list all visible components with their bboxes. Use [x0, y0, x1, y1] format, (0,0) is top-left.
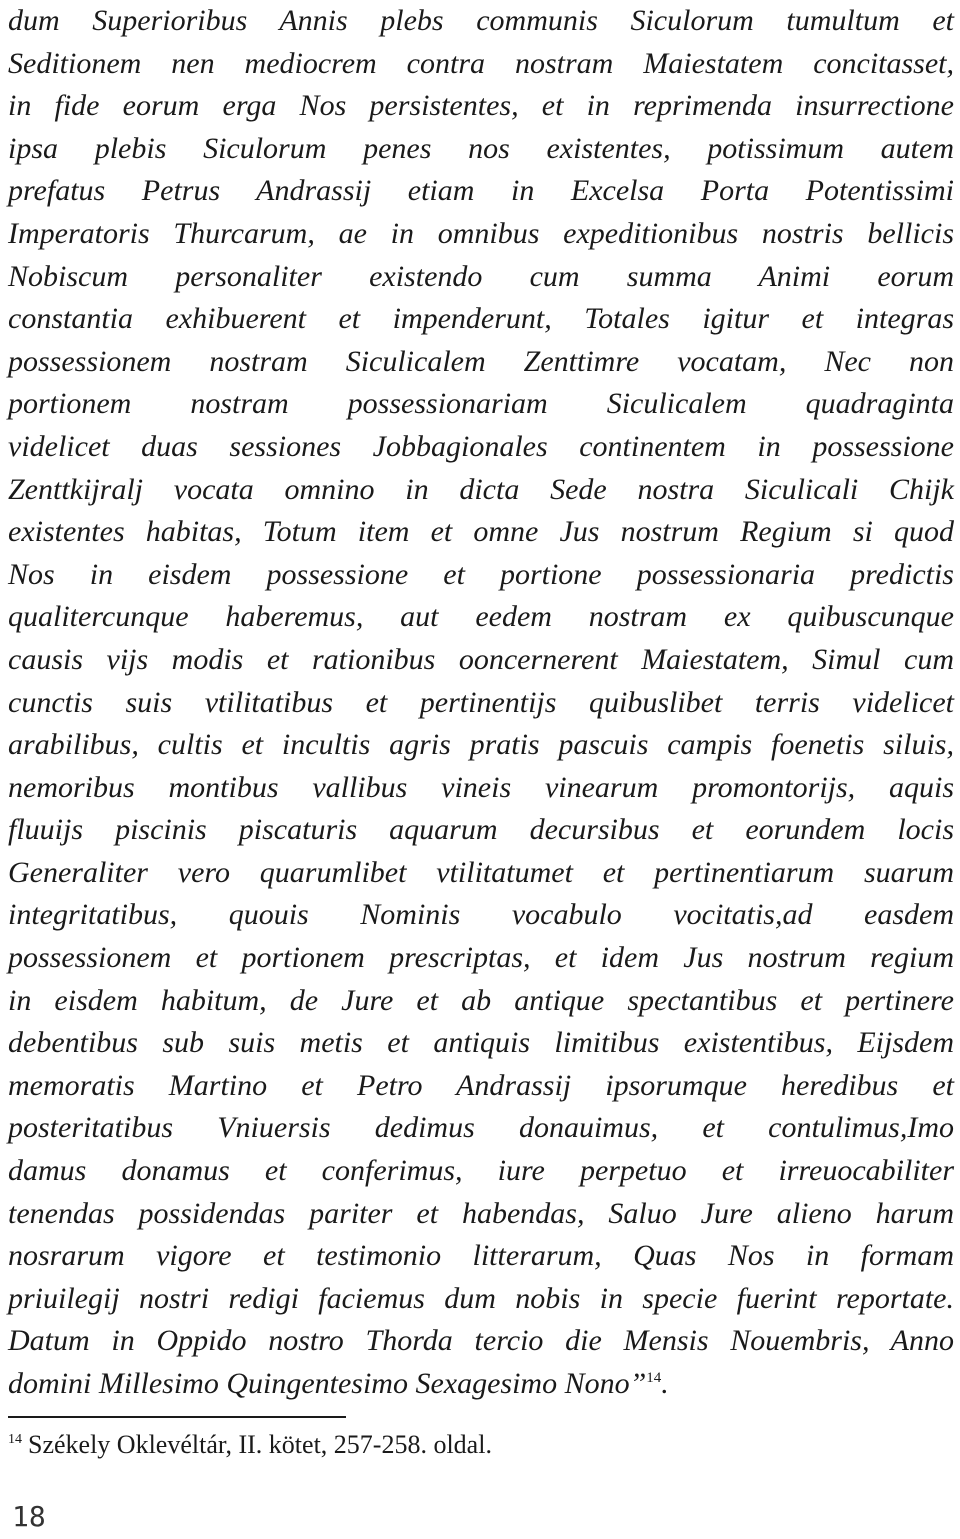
text-line: posteritatibus Vniuersis dedimus donauimus, et contulimus,Imo: [8, 1111, 954, 1145]
text-line: Imperatoris Thurcarum, ae in omnibus expeditionibus nostris bellicis: [8, 216, 954, 250]
text-line: Seditionem nen mediocrem contra nostram Maiestatem concitasset,: [8, 46, 954, 80]
footnote-text: Székely Oklevéltár, II. kötet, 257-258. oldal.: [28, 1430, 492, 1459]
text-line: Datum in Oppido nostro Thorda tercio die Mensis Nouembris, Anno: [8, 1324, 954, 1358]
text-line: integritatibus, quouis Nominis vocabulo vocitatis,ad easdem: [8, 898, 954, 932]
text-line: constantia exhibuerent et impenderunt, Totales igitur et integras: [8, 302, 954, 336]
footnote: [8, 1430, 492, 1460]
text-line: debentibus sub suis metis et antiquis limitibus existentibus, Eijsdem: [8, 1026, 954, 1060]
footnote-divider: [8, 1416, 346, 1418]
text-line: in eisdem habitum, de Jure et ab antique spectantibus et pertinere: [8, 983, 954, 1017]
text-line: Zenttkijralj vocata omnino in dicta Sede nostra Siculicali Chijk: [8, 472, 954, 506]
text-line: dum Superioribus Annis plebs communis Siculorum tumultum et: [8, 4, 954, 37]
final-line: [8, 1363, 954, 1406]
text-line: nosrarum vigore et testimonio litterarum, Quas Nos in formam: [8, 1239, 954, 1273]
text-line: possessionem et portionem prescriptas, et idem Jus nostrum regium: [8, 941, 954, 975]
text-line: ipsa plebis Siculorum penes nos existentes, potissimum autem: [8, 131, 954, 165]
body-text: [8, 0, 954, 1406]
text-line: arabilibus, cultis et incultis agris pratis pascuis campis foenetis siluis,: [8, 728, 954, 762]
text-line: cunctis suis vtilitatibus et pertinentijs quibuslibet terris videlicet: [8, 685, 954, 719]
text-line: in fide eorum erga Nos persistentes, et in reprimenda insurrectione: [8, 89, 954, 123]
text-line: tenendas possidendas pariter et habendas, Saluo Jure alieno harum: [8, 1196, 954, 1230]
text-line: Generaliter vero quarumlibet vtilitatumet et pertinentiarum suarum: [8, 855, 954, 889]
text-line: qualitercunque haberemus, aut eedem nostram ex quibuscunque: [8, 600, 954, 634]
final-line-text: domini Millesimo Quingentesimo Sexagesimo Nono”: [8, 1367, 647, 1400]
text-line: videlicet duas sessiones Jobbagionales continentem in possessione: [8, 429, 954, 463]
page-number: 18: [12, 1500, 46, 1533]
text-line: damus donamus et conferimus, iure perpetuo et irreuocabiliter: [8, 1154, 954, 1188]
text-line: portionem nostram possessionariam Siculicalem quadraginta: [8, 387, 954, 421]
footnote-number: 14: [8, 1432, 22, 1448]
text-line: priuilegij nostri redigi faciemus dum nobis in specie fuerint reportate.: [8, 1281, 954, 1315]
text-line: Nobiscum personaliter existendo cum summa Animi eorum: [8, 259, 954, 293]
text-line: prefatus Petrus Andrassij etiam in Excelsa Porta Potentissimi: [8, 174, 954, 208]
text-line: memoratis Martino et Petro Andrassij ipsorumque heredibus et: [8, 1068, 954, 1102]
final-line-end: .: [661, 1367, 669, 1400]
text-line: nemoribus montibus vallibus vineis vinearum promontorijs, aquis: [8, 770, 954, 804]
footnote-reference[interactable]: 14: [646, 1370, 662, 1386]
text-line: existentes habitas, Totum item et omne Jus nostrum Regium si quod: [8, 515, 954, 549]
text-line: causis vijs modis et rationibus ooncernerent Maiestatem, Simul cum: [8, 642, 954, 676]
text-line: possessionem nostram Siculicalem Zenttimre vocatam, Nec non: [8, 344, 954, 378]
text-line: fluuijs piscinis piscaturis aquarum decursibus et eorundem locis: [8, 813, 954, 847]
text-line: Nos in eisdem possessione et portione possessionaria predictis: [8, 557, 954, 591]
